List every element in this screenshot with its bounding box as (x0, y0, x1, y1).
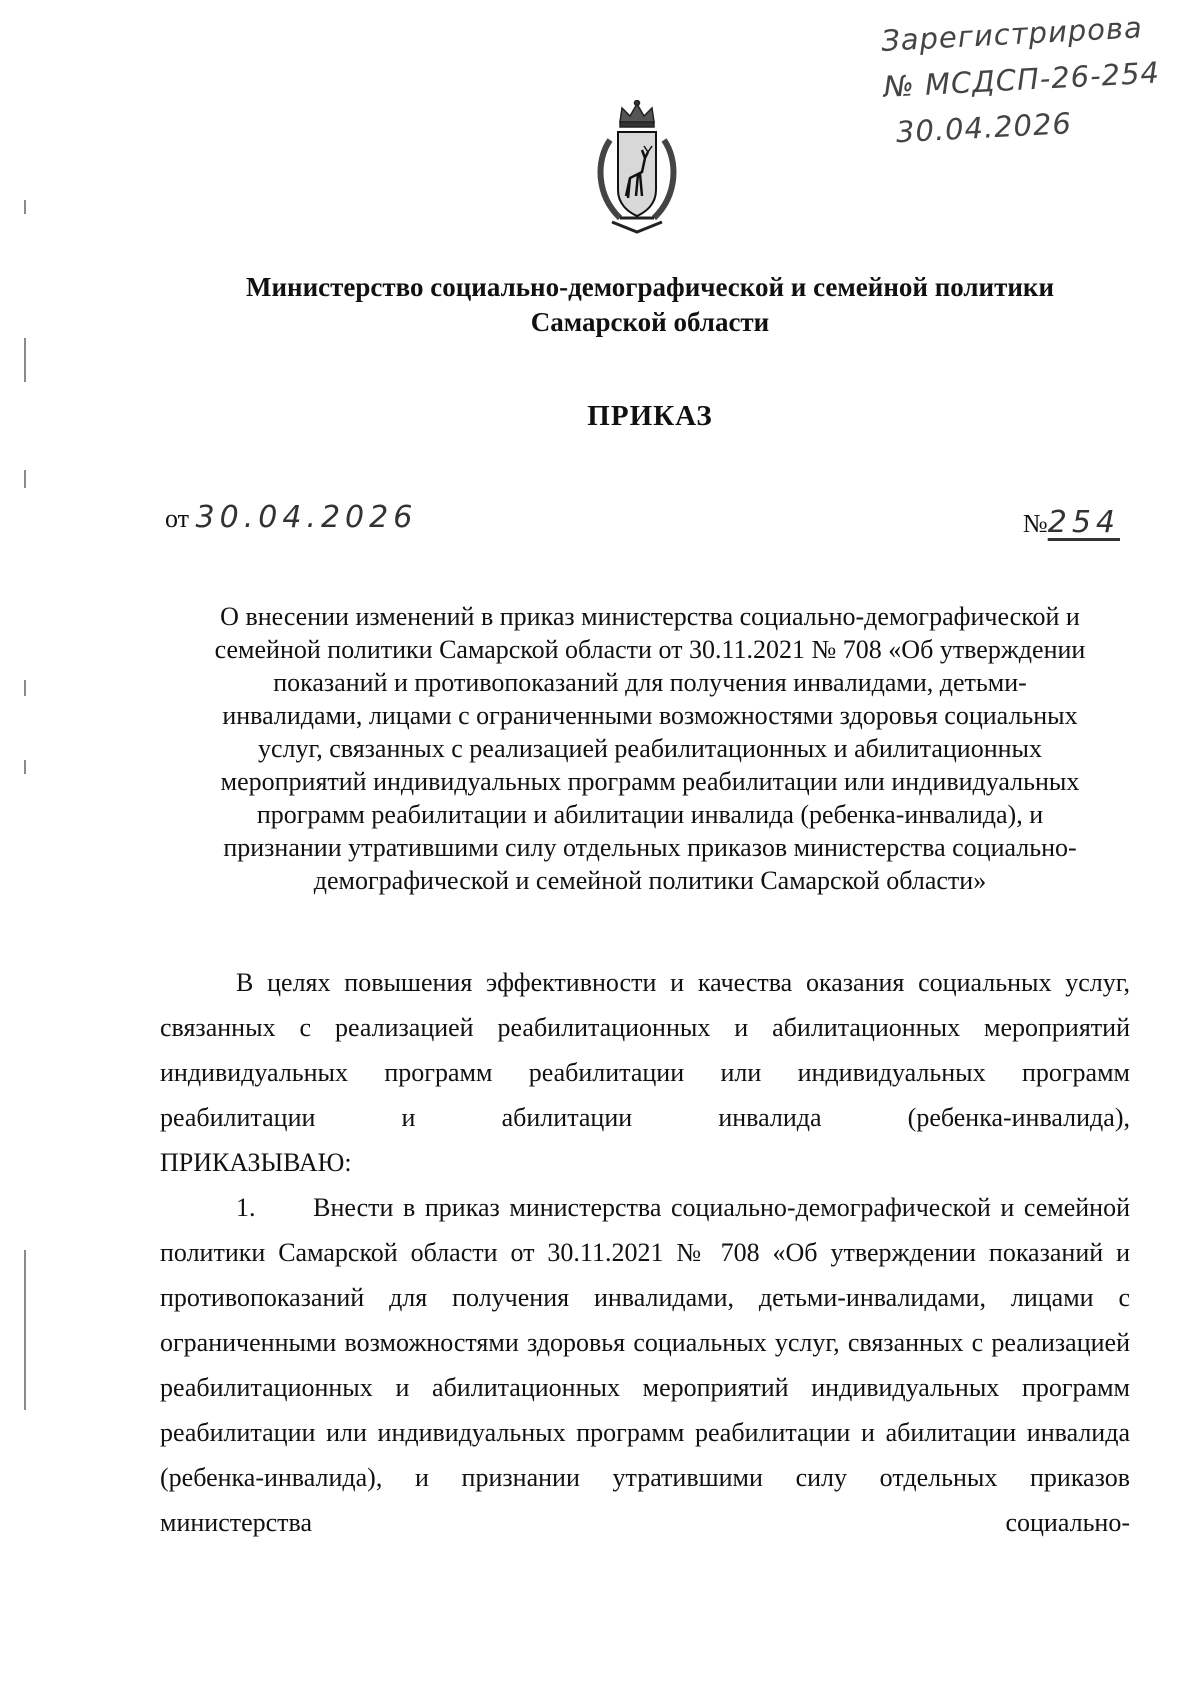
document-number (1023, 505, 1120, 540)
number-prefix: № (1022, 509, 1048, 538)
number-value: 254 (1047, 505, 1120, 540)
coat-of-arms-icon (590, 100, 685, 240)
subject-line: признании утратившими силу отдельных приказов министерства социально- (223, 833, 1077, 862)
subject-line: услуг, связанных с реализацией реабилитационных и абилитационных (257, 734, 1043, 763)
item-1-paragraph: 1. Внести в приказ министерства социально-демографической и семейной политики Самарской области от 30.11.2021 № 708 «Об утверждении показаний и противопоказаний для получения инвалидами, детьми-инвалидами, лицами с ограниченными возможностями здоровья социальных услуг, связанных с реализацией реабилитационных и абилитационных мероприятий индивидуальных программ реабилитации или индивидуальных программ реабилитации и абилитации инвалида (ребенка-инвалида), и признании утратившими силу отдельных приказов министерства социально- (160, 1193, 1130, 1537)
date-prefix: от (165, 504, 190, 533)
document-body (160, 960, 1130, 1545)
document-subject (170, 600, 1130, 897)
scan-artifact (24, 1250, 26, 1410)
preamble-paragraph: В целях повышения эффективности и качества оказания социальных услуг, связанных с реализацией реабилитационных и абилитационных мероприятий индивидуальных программ реабилитации или индивидуальных программ реабилитации и абилитации инвалида (ребенка-инвалида), (160, 968, 1130, 1132)
scan-artifact (24, 680, 26, 696)
stamp-line-3: 30.04.2026 (895, 106, 1073, 150)
date-value: 30.04.2026 (195, 500, 418, 535)
ministry-name (150, 270, 1150, 340)
scan-artifact (24, 338, 26, 382)
subject-line: показаний и противопоказаний для получения инвалидами, детьми- (273, 668, 1027, 697)
subject-line: мероприятий индивидуальных программ реабилитации или индивидуальных (220, 767, 1080, 796)
subject-line: инвалидами, лицами с ограниченными возможностями здоровья социальных (222, 701, 1078, 730)
ministry-line-1: Министерство социально-демографической и семейной политики (245, 272, 1055, 302)
ministry-line-2: Самарской области (530, 307, 770, 337)
subject-line: демографической и семейной политики Самарской области» (313, 866, 987, 895)
orders-word: ПРИКАЗЫВАЮ: (160, 1148, 352, 1177)
subject-line: О внесении изменений в приказ министерства социально-демографической и (220, 602, 1080, 631)
scan-artifact (24, 200, 26, 214)
scan-artifact (24, 760, 26, 774)
stamp-line-1: Зарегистрирова (880, 10, 1144, 58)
scan-artifact (24, 470, 26, 488)
stamp-line-2: № МСДСП-26-254 (882, 55, 1161, 104)
subject-line: семейной политики Самарской области от 30.11.2021 № 708 «Об утверждении (214, 635, 1086, 664)
registration-stamp (880, 2, 1197, 156)
subject-line: программ реабилитации и абилитации инвалида (ребенка-инвалида), и (256, 800, 1044, 829)
document-date (165, 500, 417, 535)
document-type: ПРИКАЗ (587, 400, 713, 432)
